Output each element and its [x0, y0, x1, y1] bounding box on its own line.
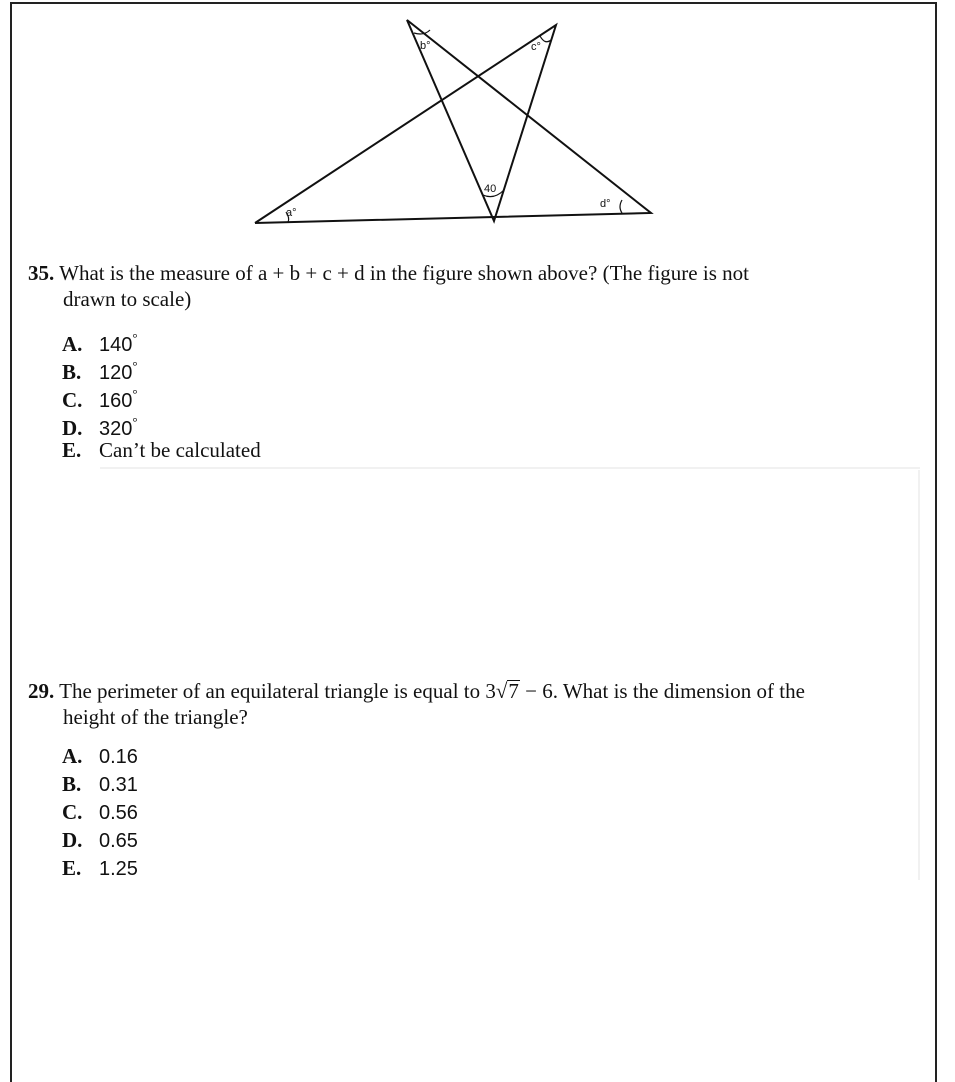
- scan-line: [100, 467, 920, 469]
- question-29: [28, 678, 918, 730]
- figure-line-left: [255, 20, 651, 223]
- choice-b[interactable]: B. 120°: [62, 358, 138, 384]
- choice-c[interactable]: C. 160°: [62, 386, 138, 412]
- q35-choices: [62, 324, 261, 464]
- question-text: What is the measure of a + b + c + d in the figure shown above? (The figure is not: [59, 261, 749, 285]
- choice-b[interactable]: B. 0.31: [62, 772, 138, 796]
- choice-a[interactable]: A. 140°: [62, 330, 138, 356]
- sqrt-symbol: √: [495, 679, 508, 703]
- label-b: b°: [420, 40, 431, 52]
- question-29-line2: height of the triangle?: [63, 705, 248, 729]
- label-40: 40: [484, 183, 497, 195]
- choice-e[interactable]: E. 1.25: [62, 856, 138, 880]
- question-35-line1: [28, 260, 918, 286]
- radicand: 7: [508, 679, 519, 703]
- question-number: 35.: [28, 261, 55, 285]
- question-35: [28, 260, 918, 312]
- choice-d[interactable]: D. 0.65: [62, 828, 138, 852]
- angle-arc-d: [620, 200, 622, 213]
- choice-e[interactable]: E. Can’t be calculated: [62, 438, 261, 462]
- choice-c[interactable]: C. 0.56: [62, 800, 138, 824]
- question-35-line2: drawn to scale): [63, 287, 192, 311]
- label-c: c°: [531, 41, 541, 53]
- question-number: 29.: [28, 679, 55, 703]
- label-a: a°: [286, 207, 297, 219]
- angle-arc-c: [540, 36, 551, 42]
- choice-a[interactable]: A. 0.16: [62, 744, 138, 768]
- q29-choices: [62, 742, 138, 882]
- question-29-line1: 29. The perimeter of an equilateral triangle is equal to 3√7 − 6. What is the dimension of the: [28, 679, 805, 703]
- choice-d[interactable]: D. 320°: [62, 414, 138, 440]
- scan-line: [918, 470, 920, 880]
- label-d: d°: [600, 198, 611, 210]
- star-figure: [0, 0, 955, 240]
